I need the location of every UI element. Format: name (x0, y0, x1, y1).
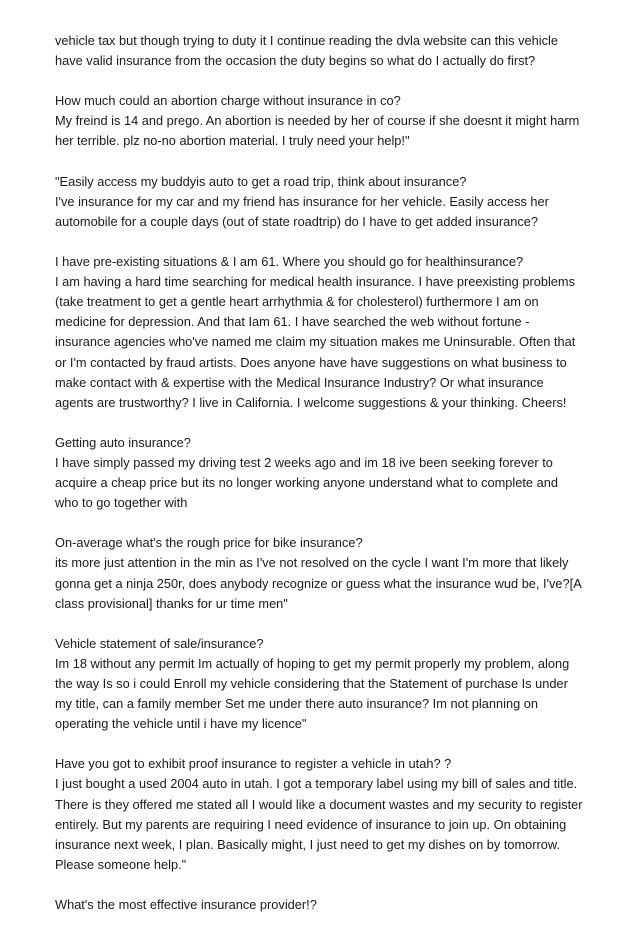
question-heading: Have you got to exhibit proof insurance to register a vehicle in utah? ? (55, 756, 452, 772)
text-line: medicine for depression. And that Iam 61. I have searched the web without fortune - (55, 314, 530, 330)
paragraph (55, 31, 595, 71)
text-line: the way Is so i could Enroll my vehicle considering that the Statement of purchase Is under (55, 676, 568, 691)
text-line: automobile for a couple days (out of state roadtrip) do I have to get added insurance? (55, 213, 539, 229)
question-block (55, 634, 595, 734)
text-line: I am having a hard time searching for medical health insurance. I have preexisting problems (55, 274, 575, 290)
text-line: class provisional] thanks for ur time men" (55, 595, 288, 611)
text-line: its more just attention in the min as I've not resolved on the cycle I want I'm more that likely (55, 555, 569, 571)
document-body (55, 31, 595, 935)
text-line: operating the vehicle until i have my licence" (55, 716, 307, 732)
text-line: Im 18 without any permit Im actually of hoping to get my permit properly my problem, along (55, 655, 570, 671)
question-block (55, 172, 595, 232)
text-line: (take treatment to get a gentle heart arrhythmia & for cholesterol) furthermore I am on (55, 294, 539, 310)
text-line: There is they offered me stated all I would like a document wastes and my security to register (55, 796, 583, 812)
text-line: entirely. But my parents are requiring I need evidence of insurance to join up. On obtaining (55, 816, 567, 832)
question-block (55, 533, 595, 613)
question-heading: Getting auto insurance? (55, 434, 191, 450)
text-line: or I'm contacted by fraud artists. Does anyone have have suggestions on what business to (55, 354, 567, 370)
text-line: have valid insurance from the occasion the duty begins so what do I actually do first? (55, 53, 536, 69)
question-block (55, 895, 595, 915)
text-line: vehicle tax but though trying to duty it I continue reading the dvla website can this vehicle (55, 33, 558, 48)
text-line: I've insurance for my car and my friend has insurance for her vehicle. Easily access her (55, 193, 549, 209)
question-heading: "Easily access my buddyis auto to get a road trip, think about insurance? (55, 173, 467, 189)
question-heading: What's the most effective insurance provider!? (55, 897, 317, 913)
text-line: I have simply passed my driving test 2 weeks ago and im 18 ive been seeking forever to (55, 454, 553, 470)
question-heading: Vehicle statement of sale/insurance? (55, 635, 264, 651)
question-block (55, 433, 595, 513)
text-line: insurance agencies who've named me claim my situation makes me Uninsurable. Often that (55, 334, 576, 350)
text-line: make contact with & expertise with the Medical Insurance Industry? Or what insurance (55, 374, 544, 390)
text-line: my title, can a family member Set me under there auto insurance? Im not planning on (55, 696, 538, 712)
text-line: who to go together with (55, 495, 188, 511)
question-block (55, 754, 595, 875)
text-line: Please someone help." (55, 856, 187, 872)
text-line: I just bought a used 2004 auto in utah. I got a temporary label using my bill of sales and title. (55, 776, 578, 792)
text-line: agents are trustworthy? I live in California. I welcome suggestions & your thinking. Cheers! (55, 394, 567, 410)
question-heading: I have pre-existing situations & I am 61. Where you should go for healthinsurance? (55, 254, 524, 270)
question-heading: How much could an abortion charge without insurance in co? (55, 93, 401, 109)
text-line: gonna get a ninja 250r, does anybody recognize or guess what the insurance wud be, I've?[A (55, 575, 582, 591)
text-line: My freind is 14 and prego. An abortion is needed by her of course if she doesnt it might harm (55, 113, 580, 129)
question-block (55, 252, 595, 413)
question-heading: On-average what's the rough price for bike insurance? (55, 535, 363, 551)
text-line: her terrible. plz no-no abortion material. I truly need your help!" (55, 133, 410, 149)
text-line: insurance next week, I plan. Basically might, I just need to get my dishes on by tomorrow. (55, 836, 561, 852)
text-line: acquire a cheap price but its no longer working anyone understand what to complete and (55, 475, 558, 491)
question-block (55, 91, 595, 151)
